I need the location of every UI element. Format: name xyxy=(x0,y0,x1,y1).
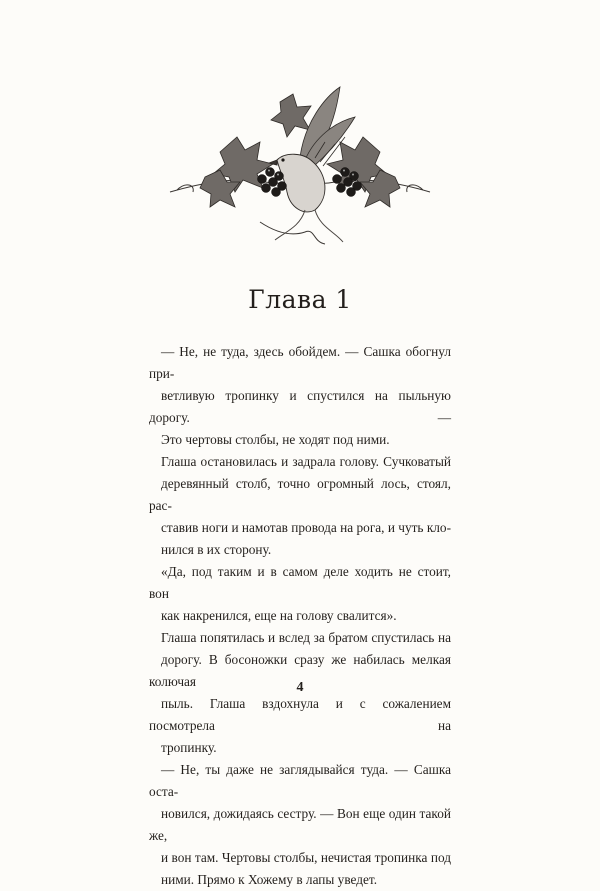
text-line: и вон там. Чертовы столбы, нечистая тропинка под xyxy=(161,850,451,865)
text-line: ветливую тропинку и спустился на пыльную дорогу. — xyxy=(149,388,451,425)
text-line: деревянный столб, точно огромный лось, стоял, рас- xyxy=(149,476,451,513)
text-line: нился в их сторону. xyxy=(161,542,272,557)
text-line: как накренился, еще на голову свалится». xyxy=(161,608,397,623)
text-line: Глаша остановилась и задрала голову. Сучковатый xyxy=(161,454,451,469)
chapter-title: Глава 1 xyxy=(248,285,352,314)
chapter-text xyxy=(149,341,451,891)
text-line: пыль. Глаша вздохнула и с сожалением посмотрела на xyxy=(149,696,451,733)
bird-with-berries-and-leaves-icon xyxy=(165,82,435,247)
page-number: 4 xyxy=(296,680,304,695)
text-line: дорогу. В босоножки сразу же набилась мелкая колючая xyxy=(149,652,451,689)
text-line: — Не, ты даже не заглядывайся туда. — Сашка оста- xyxy=(149,762,451,799)
paragraph xyxy=(149,759,451,891)
text-line: ставив ноги и намотав провода на рога, и чуть кло- xyxy=(161,520,451,535)
text-line: «Да, под таким и в самом деле ходить не стоит, вон xyxy=(149,564,451,601)
paragraph xyxy=(149,341,451,451)
text-line: тропинку. xyxy=(161,740,217,755)
text-line: ними. Прямо к Хожему в лапы уведет. xyxy=(161,872,378,887)
text-line: — Не, не туда, здесь обойдем. — Сашка обогнул при- xyxy=(149,344,451,381)
text-line: Глаша попятилась и вслед за братом спустилась на xyxy=(161,630,451,645)
paragraph xyxy=(149,451,451,561)
text-line: Это чертовы столбы, не ходят под ними. xyxy=(161,432,390,447)
text-line: новился, дожидаясь сестру. — Вон еще один такой же, xyxy=(149,806,451,843)
paragraph xyxy=(149,561,451,627)
